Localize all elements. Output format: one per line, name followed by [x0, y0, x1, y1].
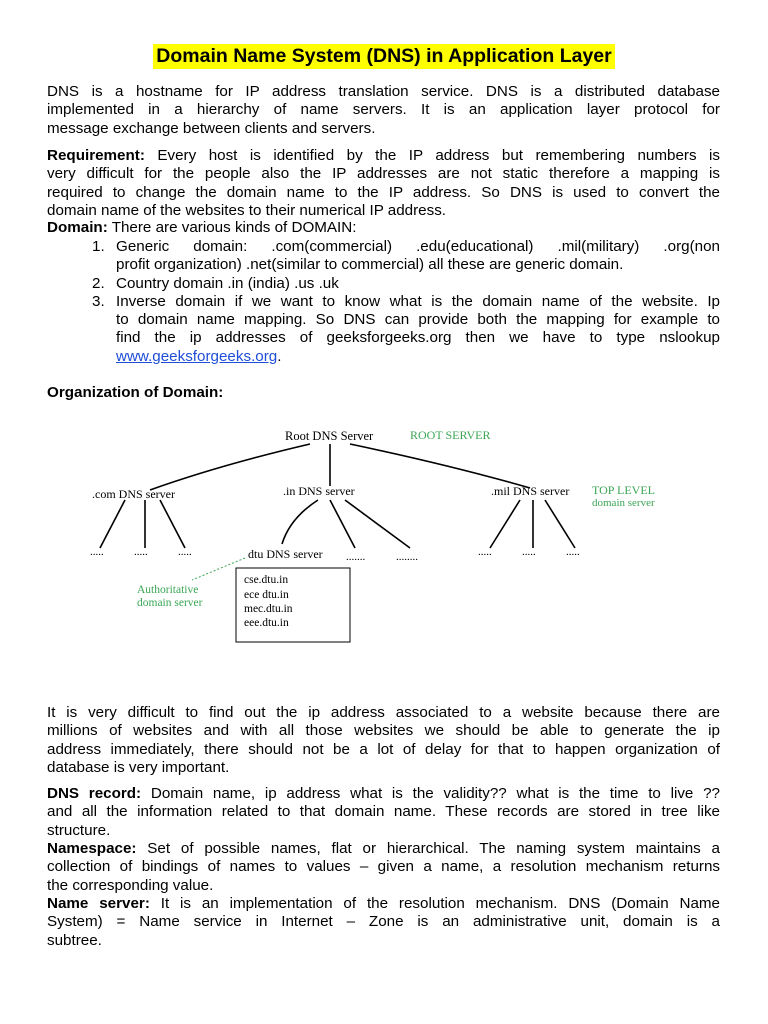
root-dns-server-label: Root DNS Server: [285, 429, 374, 443]
requirement-paragraph: [47, 147, 720, 220]
namespace-label: Namespace:: [47, 840, 137, 857]
dns-record-line: structure.: [47, 821, 111, 839]
list-item: [47, 293, 720, 366]
namespace-line: collection of bindings of names to values – given a name, a resolution mechanism returns: [47, 858, 720, 876]
page-title: Domain Name System (DNS) in Application Layer: [153, 44, 614, 69]
edge-mil-1: [490, 500, 520, 548]
list-number: 3.: [92, 292, 105, 310]
list-item: [47, 238, 720, 275]
difficulty-line: millions of websites and with all those websites we should be able to generate the ip: [47, 722, 720, 740]
com-dots: .....: [90, 546, 104, 558]
mil-dns-server-label: .mil DNS server: [491, 484, 570, 498]
in-dots: .......: [346, 551, 366, 563]
name-server-label: Name server:: [47, 895, 150, 912]
dns-record-label: DNS record:: [47, 785, 142, 802]
edge-com-1: [100, 500, 125, 548]
intro-line: message exchange between clients and servers.: [47, 119, 376, 137]
difficulty-line: database is very important.: [47, 758, 230, 776]
name-server-paragraph: [47, 895, 720, 950]
domain-label: Domain:: [47, 219, 108, 236]
list-line: Inverse domain if we want to know what is the domain name of the website. Ip: [116, 292, 720, 310]
intro-line: implemented in a hierarchy of name servers. It is an application layer protocol for: [47, 101, 720, 119]
dns-record-paragraph: [47, 785, 720, 840]
difficulty-line: address immediately, there should not be a lot of delay for that to happen organization of: [47, 740, 720, 758]
com-dns-server-label: .com DNS server: [92, 487, 175, 501]
organization-heading: Organization of Domain:: [47, 384, 224, 401]
mil-dots: .....: [522, 546, 536, 558]
top-level-sublabel: domain server: [592, 497, 655, 509]
dtu-dns-server-label: dtu DNS server: [248, 547, 323, 561]
com-dots: .....: [178, 546, 192, 558]
authoritative-pointer: [192, 558, 245, 580]
root-server-label: ROOT SERVER: [410, 428, 491, 442]
name-server-line: System) = Name service in Internet – Zone is an administrative unit, domain is a: [47, 913, 720, 931]
list-line: Country domain .in (india) .us .uk: [116, 274, 339, 292]
list-line: profit organization) .net(similar to commercial) all these are generic domain.: [116, 256, 624, 274]
geeksforgeeks-link[interactable]: www.geeksforgeeks.org: [116, 347, 278, 365]
list-number: 1.: [92, 238, 105, 255]
edge-in-dtu: [282, 500, 318, 544]
domain-list: [47, 238, 720, 366]
domain-paragraph: [47, 219, 720, 237]
domain-text: There are various kinds of DOMAIN:: [107, 219, 357, 236]
top-level-label: TOP LEVEL: [592, 483, 655, 497]
mil-dots: .....: [478, 546, 492, 558]
requirement-line: very difficult for the people also the IP addresses are not static therefore a mapping is: [47, 165, 720, 183]
dns-record-line: Domain name, ip address what is the validity?? what is the time to live ??: [141, 785, 720, 802]
authoritative-sublabel: domain server: [137, 597, 203, 609]
edge-com-3: [160, 500, 185, 548]
list-line: find the ip addresses of geeksforgeeks.org then we have to type nslookup: [116, 329, 720, 347]
namespace-line: the corresponding value.: [47, 876, 214, 894]
difficulty-line: It is very difficult to find out the ip address associated to a website because there are: [47, 704, 720, 721]
list-item: [47, 275, 720, 293]
list-line: Generic domain: .com(commercial) .edu(educational) .mil(military) .org(non: [116, 238, 720, 255]
name-server-line: It is an implementation of the resolution mechanism. DNS (Domain Name: [149, 895, 720, 912]
namespace-line: Set of possible names, flat or hierarchical. The naming system maintains a: [136, 840, 720, 857]
list-line: to domain name mapping. So DNS can provide both the mapping for example to: [116, 311, 720, 329]
difficulty-paragraph: [47, 704, 720, 777]
subdomain-eee: eee.dtu.in: [244, 617, 289, 629]
requirement-line: required to change the domain name to the IP address. So DNS is used to convert the: [47, 183, 720, 201]
edge-root-mil: [350, 444, 530, 488]
requirement-line: Every host is identified by the IP address but remembering numbers is: [144, 147, 720, 164]
subdomain-cse: cse.dtu.in: [244, 574, 289, 586]
intro-paragraph: [47, 83, 720, 138]
edge-in-2: [330, 500, 355, 548]
link-period: .: [277, 347, 282, 365]
in-dns-server-label: .in DNS server: [283, 484, 355, 498]
dns-hierarchy-diagram: [0, 420, 768, 660]
requirement-line: domain name of the websites to their numerical IP address.: [47, 201, 447, 219]
subdomain-mec: mec.dtu.in: [244, 603, 293, 615]
subdomain-ece: ece dtu.in: [244, 589, 289, 601]
com-dots: .....: [134, 546, 148, 558]
dns-record-line: and all the information related to that domain name. These records are stored in tree like: [47, 803, 720, 821]
authoritative-label: Authoritative: [137, 584, 199, 596]
name-server-line: subtree.: [47, 931, 102, 949]
requirement-label: Requirement:: [47, 147, 145, 164]
edge-mil-3: [545, 500, 575, 548]
edge-in-3: [345, 500, 410, 548]
intro-line: DNS is a hostname for IP address translation service. DNS is a distributed database: [47, 83, 720, 100]
namespace-paragraph: [47, 840, 720, 895]
in-dots: ........: [396, 551, 418, 563]
mil-dots: .....: [566, 546, 580, 558]
list-number: 2.: [92, 274, 105, 292]
